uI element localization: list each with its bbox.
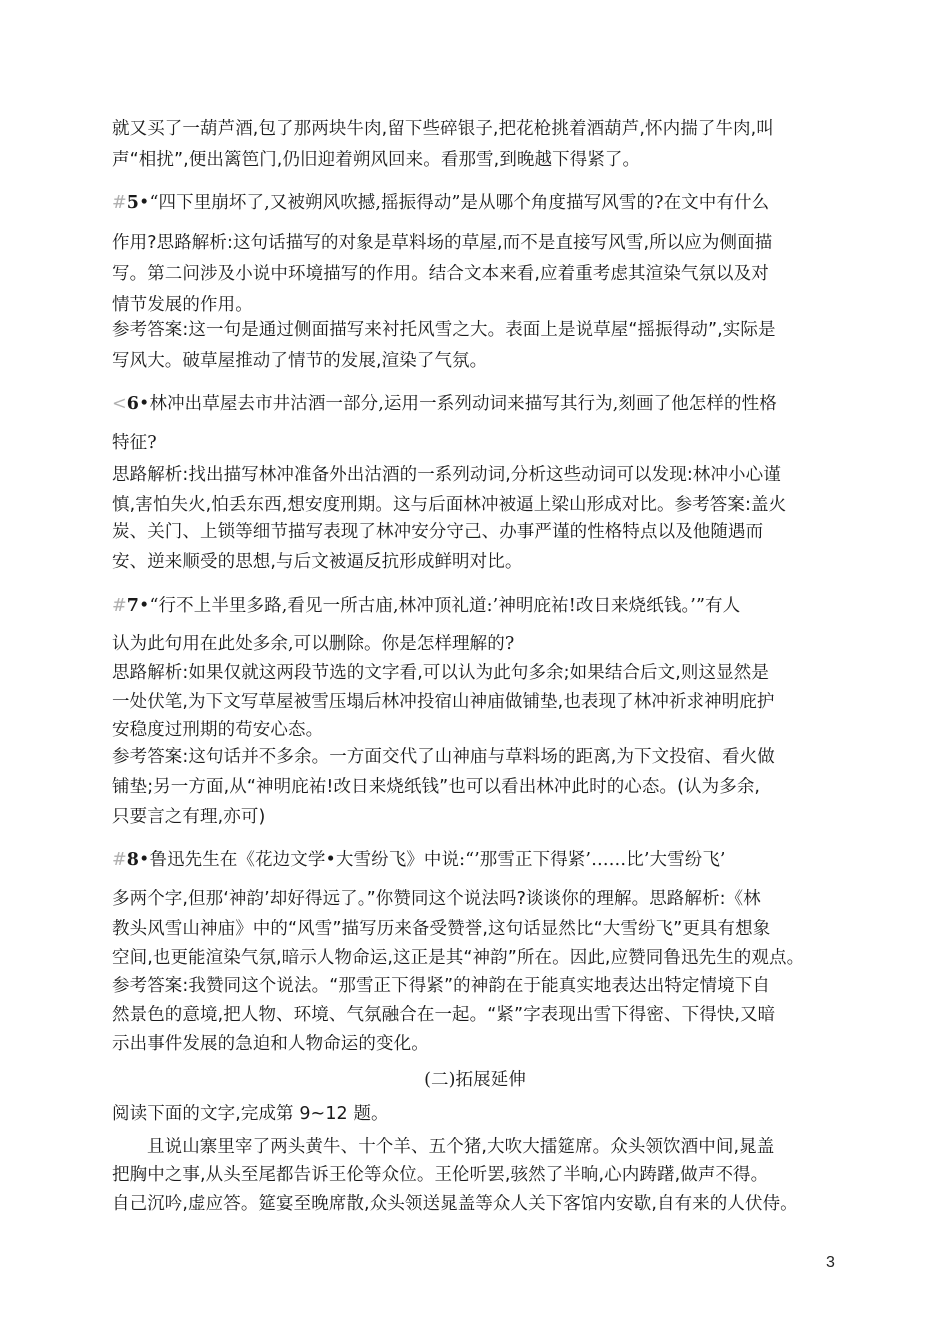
question-number: 8 — [126, 850, 140, 870]
answer-line: 示出事件发展的急迫和人物命运的变化。 — [112, 1034, 429, 1054]
answer-line: 参考答案:这句话并不多余。一方面交代了山神庙与草料场的距离,为下文投宿、看火做 — [112, 747, 775, 767]
answer-line: 只要言之有理,亦可) — [112, 807, 266, 827]
body-text-line: 声“相扰”,便出篱笆门,仍旧迎着朔风回来。看那雪,到晚越下得紧了。 — [112, 150, 641, 170]
question-marker: # — [112, 193, 127, 213]
body-text-line: 就又买了一葫芦酒,包了那两块牛肉,留下些碎银子,把花枪挑着酒葫芦,怀内揣了牛肉,叫 — [112, 119, 774, 139]
body-text-line: 情节发展的作用。 — [112, 295, 253, 315]
answer-line: 参考答案:这一句是通过侧面描写来衬托风雪之大。表面上是说草屋“摇振得动”,实际是 — [112, 320, 776, 340]
passage-line: 把胸中之事,从头至尾都告诉王伦等众位。王伦听罢,骇然了半晌,心内踌躇,做声不得。 — [112, 1165, 769, 1185]
answer-line: 铺垫;另一方面,从“神明庇祐!改日来烧纸钱”也可以看出林冲此时的心态。(认为多余, — [112, 777, 761, 797]
body-text-line: 教头风雪山神庙》中的“风雪”描写历来备受赞誉,这句话显然比“大雪纷飞”更具有想象 — [112, 919, 771, 939]
question-6 — [112, 392, 777, 416]
body-text-line: 安、逆来顺受的思想,与后文被逼反抗形成鲜明对比。 — [112, 552, 523, 572]
body-text-line: 思路解析:找出描写林冲准备外出沽酒的一系列动词,分析这些动词可以发现:林冲小心谨 — [112, 465, 781, 485]
bullet-dot: • — [139, 850, 150, 870]
bullet-dot: • — [139, 596, 150, 616]
body-text-line: 空间,也更能渲染气氛,暗示人物命运,这正是其“神韵”所在。因此,应赞同鲁迅先生的观点。 — [112, 948, 805, 968]
body-text-line: 炭、关门、上锁等细节描写表现了林冲安分守己、办事严谨的性格特点以及他随遇而 — [112, 522, 764, 542]
question-number: 5 — [126, 193, 140, 213]
body-text-line: 思路解析:如果仅就这两段节选的文字看,可以认为此句多余;如果结合后文,则这显然是 — [112, 663, 769, 683]
instruction-line: 阅读下面的文字,完成第 9~12 题。 — [112, 1104, 389, 1124]
body-text-line: 一处伏笔,为下文写草屋被雪压塌后林冲投宿山神庙做铺垫,也表现了林冲祈求神明庇护 — [112, 692, 775, 712]
question-5 — [112, 191, 769, 215]
section-title: (二)拓展延伸 — [424, 1070, 526, 1090]
body-text-line: 作用?思路解析:这句话描写的对象是草料场的草屋,而不是直接写风雪,所以应为侧面描 — [112, 233, 773, 253]
question-7 — [112, 594, 740, 618]
page-number: 3 — [826, 1254, 835, 1271]
body-text-line: 写。第二问涉及小说中环境描写的作用。结合文本来看,应着重考虑其渲染气氛以及对 — [112, 264, 769, 284]
question-text: 鲁迅先生在《花边文学•大雪纷飞》中说:“’那雪正下得紧’……比’大雪纷飞’ — [149, 850, 726, 870]
question-text: 林冲出草屋去市井沽酒一部分,运用一系列动词来描写其行为,刻画了他怎样的性格 — [149, 394, 777, 414]
body-text-line: 慎,害怕失火,怕丢东西,想安度刑期。这与后面林冲被逼上梁山形成对比。参考答案:盖火 — [112, 495, 787, 515]
bullet-dot: • — [139, 394, 150, 414]
question-marker: < — [112, 394, 127, 414]
answer-line: 然景色的意境,把人物、环境、气氛融合在一起。“紧”字表现出雪下得密、下得快,又暗 — [112, 1005, 776, 1025]
question-number: 7 — [126, 596, 140, 616]
body-text-line: 安稳度过刑期的苟安心态。 — [112, 720, 324, 740]
question-8 — [112, 848, 726, 872]
answer-line: 参考答案:我赞同这个说法。“那雪正下得紧”的神韵在于能真实地表达出特定情境下自 — [112, 976, 770, 996]
question-text: “行不上半里多路,看见一所古庙,林冲顶礼道:’神明庇祐!改日来烧纸钱。’”有人 — [149, 596, 741, 616]
answer-line: 写风大。破草屋推动了情节的发展,渲染了气氛。 — [112, 351, 488, 371]
body-text-line: 特征? — [112, 433, 157, 453]
question-marker: # — [112, 850, 127, 870]
body-text-line: 多两个字,但那‘神韵’却好得远了。”你赞同这个说法吗?谈谈你的理解。思路解析:《林 — [112, 889, 761, 909]
question-marker: # — [112, 596, 127, 616]
body-text-line: 认为此句用在此处多余,可以删除。你是怎样理解的? — [112, 634, 515, 654]
bullet-dot: • — [139, 193, 150, 213]
question-number: 6 — [126, 394, 140, 414]
question-text: “四下里崩坏了,又被朔风吹撼,摇振得动”是从哪个角度描写风雪的?在文中有什么 — [149, 193, 770, 213]
passage-line: 且说山寨里宰了两头黄牛、十个羊、五个猪,大吹大擂筵席。众头领饮酒中间,晁盖 — [147, 1137, 775, 1157]
passage-line: 自己沉吟,虚应答。筵宴至晚席散,众头领送晁盖等众人关下客馆内安歇,自有来的人伏侍。 — [112, 1194, 798, 1214]
